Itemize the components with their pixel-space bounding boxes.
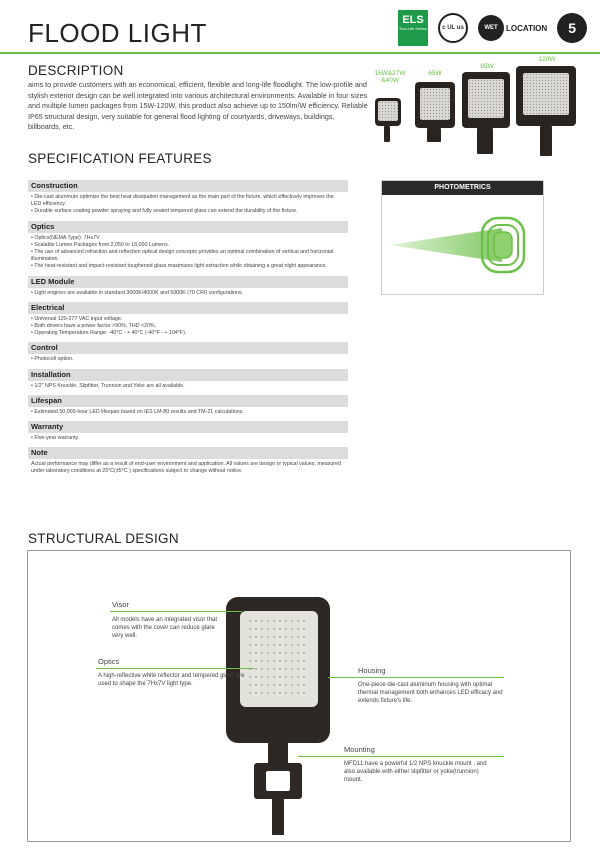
fixture-lens xyxy=(240,611,318,707)
product-label: 65W xyxy=(428,70,442,77)
callout-visor-text: All models have an integrated visor that comes with the cover can reduce glare very well. xyxy=(112,617,218,639)
spec-section-warranty xyxy=(28,421,348,447)
spec-section-title: Warranty xyxy=(28,421,348,433)
product-label: 85W xyxy=(480,63,494,70)
product-65w xyxy=(410,56,460,156)
spec-item: • 1/2" NPS Knuckle, Slipfitter, Trunnion and Yoke are all available. xyxy=(31,382,185,389)
spec-section-title: Note xyxy=(28,447,348,459)
spec-item: • Light engines are available in standard 3000K/4000K and 5000K (70 CRI) configurations. xyxy=(31,289,244,296)
spec-table xyxy=(28,180,348,481)
spec-section-led-module xyxy=(28,276,348,302)
wet-location-text: LOCATION xyxy=(506,23,548,33)
callout-mounting-title: Mounting xyxy=(344,745,375,754)
fixture-85w-image xyxy=(462,72,510,128)
spec-section-title: LED Module xyxy=(28,276,348,288)
spec-section-control xyxy=(28,342,348,368)
spec-section-electrical xyxy=(28,302,348,343)
spec-section-title: Construction xyxy=(28,180,348,192)
spec-section-installation xyxy=(28,369,348,395)
spec-item: Actual performance may differ as a result of end-user environment and application. All values are design or typical values, measured under laboratory conditions at 25°C(±5°C ) specifications subject to change without notice. xyxy=(31,461,341,475)
spec-item: • The use of advanced refraction and reflection optical design concepts provides an optimal combination of vertical and horizontal illumination. xyxy=(31,249,334,263)
spec-item: • Optics(NEMA Type): 7Hx7V xyxy=(31,234,100,241)
product-label: 15W&27W &40W xyxy=(374,70,406,84)
fixture-65w-image xyxy=(415,82,455,128)
spec-section-title: Electrical xyxy=(28,302,348,314)
spec-item: • Both drivers have a power factor >90%, THD <20%. xyxy=(31,323,157,330)
spec-heading: SPECIFICATION FEATURES xyxy=(28,151,212,166)
wet-location-badge xyxy=(478,15,547,41)
spec-item: • Photocell option. xyxy=(31,356,74,363)
spec-item: • Scalable Lumen Packages from 2,050 to 18,000 Lumens. xyxy=(31,241,170,248)
callout-housing-text: One-piece die-cast aluminum housing with optimal thermal management both enhances LED efficacy and extends fixture's life. xyxy=(358,682,503,704)
spec-section-title: Lifespan xyxy=(28,395,348,407)
flood-light-fixture-image xyxy=(218,589,338,839)
spec-section-construction xyxy=(28,180,348,221)
callout-housing-title: Housing xyxy=(358,666,386,675)
photometrics-heading: PHOTOMETRICS xyxy=(382,181,543,195)
fixture-small-image xyxy=(375,98,401,126)
structural-heading: STRUCTURAL DESIGN xyxy=(28,531,179,546)
structural-diagram xyxy=(27,550,571,842)
callout-optics-line xyxy=(96,668,254,669)
spec-item: • The heat-resistant and impact-resistant toughened glass maximizes light extraction while obtaining a great night appearance. xyxy=(31,263,327,270)
title-divider xyxy=(0,52,600,54)
certification-badges xyxy=(398,10,587,46)
callout-visor-title: Visor xyxy=(112,600,129,609)
spec-item: • Operating Temperature Range: -40°C - + 40°C (-40°F - + 104°F). xyxy=(31,330,187,337)
spec-item: • Five-year warranty. xyxy=(31,435,80,442)
product-15w-40w xyxy=(370,56,410,156)
page-title: FLOOD LIGHT xyxy=(28,18,207,48)
fixture-mount-arm xyxy=(272,799,284,835)
els-badge xyxy=(398,10,428,46)
photometrics-panel xyxy=(381,180,544,295)
spec-section-title: Control xyxy=(28,342,348,354)
spec-section-lifespan xyxy=(28,395,348,421)
description-text: aims to provide customers with an economical, efficient, flexible and long-life floodlight. The low-profile and stylish exterior design can be well integrated into various architectural environments. Available in four sizes and multiple lumen packages from 15W-120W, this product also achieve up to 150lm/W efficiency. Reliable IP65 structural design, very suitable for general flood lighting of courtyards, driveways, buildings, billboards, etc. xyxy=(28,80,368,131)
fixture-mount-stem xyxy=(268,743,288,763)
fixture-120w-image xyxy=(516,66,576,126)
spec-item: • Die-cast aluminum optimize the best heat dissipation management as the main part of the fixture, which effectively improves the LED efficiency. xyxy=(31,194,334,208)
spec-section-note xyxy=(28,447,348,480)
beam-pattern-inner xyxy=(494,232,512,258)
spec-section-title: Optics xyxy=(28,221,348,233)
callout-optics-text: A high-reflective white reflector and tempered glass are used to shape the 7Hx7V light type. xyxy=(98,673,245,687)
photometrics-beam-diagram xyxy=(382,195,543,294)
spec-item: • Durable surface coating powder spraying and fully sealed tempered glass can extend the durability of the fixture. xyxy=(31,208,298,215)
spec-item: • Universal 120-277 VAC input voltage. xyxy=(31,315,123,322)
description-heading: DESCRIPTION xyxy=(28,63,124,78)
spec-section-optics xyxy=(28,221,348,276)
product-120w xyxy=(516,56,578,156)
spec-section-title: Installation xyxy=(28,369,348,381)
wet-location-icon: WET xyxy=(478,15,504,41)
product-label: 120W xyxy=(538,56,556,63)
product-85w xyxy=(460,56,515,156)
beam-cone xyxy=(390,228,502,262)
callout-housing-line xyxy=(328,677,504,678)
ul-badge: c UL us xyxy=(438,13,468,43)
callout-mounting-line xyxy=(298,756,504,757)
product-lineup xyxy=(368,56,590,156)
els-badge-sub: Eco-Lite Series xyxy=(399,26,427,31)
callout-optics-title: Optics xyxy=(98,657,120,666)
callout-visor-line xyxy=(110,611,242,612)
warranty-5-year-badge: 5 xyxy=(557,13,587,43)
spec-item: • Estimated 50,000-hour LED lifespan based on IES LM-80 results and TM-21 calculations. xyxy=(31,408,244,415)
callout-mounting-text: MFD11 have a powerful 1/2 NPS knuckle mount , and also available with either slipfitter or yoke(trunnion) mount. xyxy=(344,761,487,783)
els-badge-main: ELS xyxy=(402,14,424,26)
